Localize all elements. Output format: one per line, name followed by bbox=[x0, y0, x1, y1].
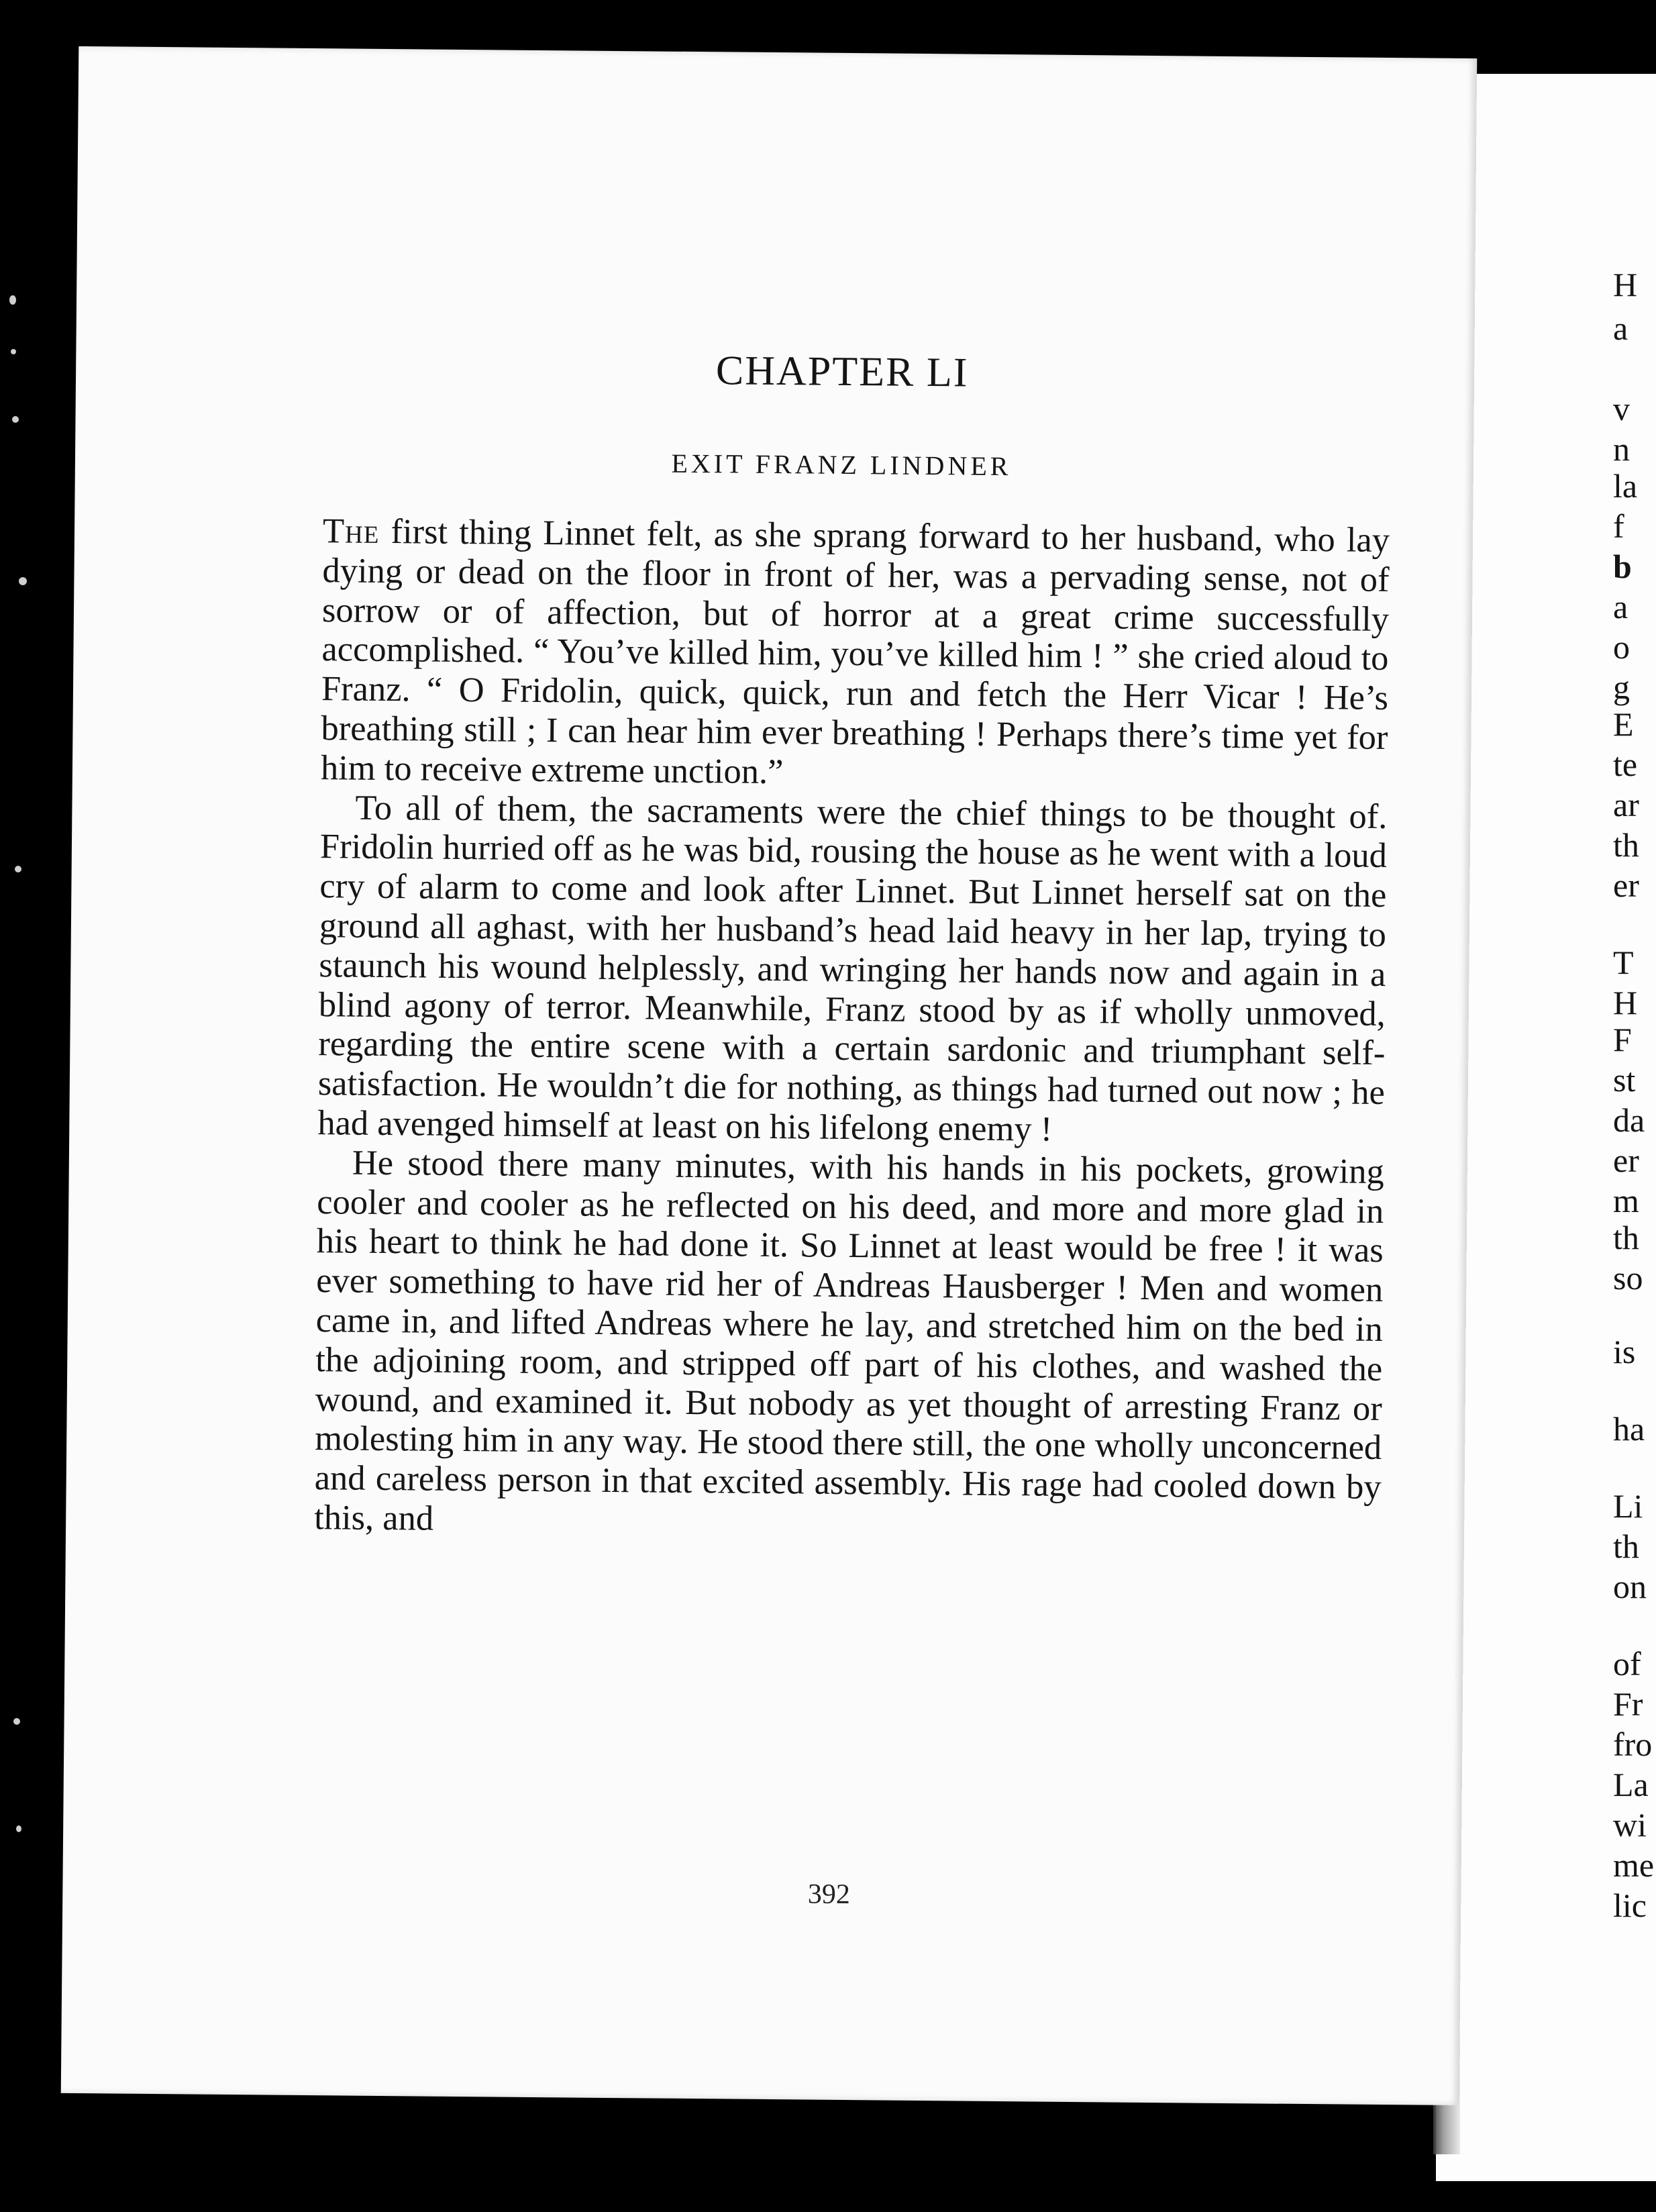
left-page bbox=[61, 46, 1478, 2105]
right-page-fragment: g bbox=[1613, 668, 1630, 706]
right-page-fragment: ar bbox=[1613, 786, 1639, 823]
right-page-fragment: f bbox=[1613, 507, 1624, 545]
scan-speck bbox=[19, 577, 27, 585]
chapter-body bbox=[314, 511, 1390, 1547]
right-page-fragment: n bbox=[1613, 430, 1630, 468]
paragraph bbox=[317, 788, 1388, 1152]
right-page-fragment: b bbox=[1613, 548, 1632, 585]
right-page-fragment: H bbox=[1613, 984, 1638, 1021]
right-page-fragment: a bbox=[1613, 309, 1628, 347]
right-page-fragment: so bbox=[1613, 1259, 1643, 1297]
scan-speck bbox=[15, 866, 21, 872]
right-page-fragment: th bbox=[1613, 1219, 1639, 1256]
right-page-fragment: th bbox=[1613, 1527, 1639, 1565]
page-number: 392 bbox=[807, 1878, 851, 1911]
scan-speck bbox=[13, 1718, 20, 1725]
chapter-subtitle: EXIT FRANZ LINDNER bbox=[671, 448, 1012, 482]
right-page-fragment: st bbox=[1613, 1061, 1636, 1099]
right-page-fragment: E bbox=[1613, 705, 1634, 743]
paragraph bbox=[314, 1143, 1384, 1547]
scan-speck bbox=[11, 349, 16, 354]
paragraph bbox=[321, 511, 1390, 797]
right-page-fragment: er bbox=[1613, 866, 1639, 904]
right-page-fragment: er bbox=[1613, 1142, 1639, 1179]
right-page-fragment: H bbox=[1613, 266, 1638, 303]
right-page-fragment: La bbox=[1613, 1766, 1649, 1803]
right-page-fragment: on bbox=[1613, 1568, 1647, 1605]
chapter-title: CHAPTER LI bbox=[715, 348, 969, 396]
paragraph-text: To all of them, the sacraments were the chief things to be thought of. Fridolin hurried off as he was bid, rousing the house as he went with a loud cry of alarm to come and look after Linnet. But Linnet herself sat on the ground all aghast, with her husband’s head laid heavy in her lap, trying to staunch his wound helplessly, and wringing her hands now and again in a blind agony of terror. Meanwhile, Franz stood by as if wholly unmoved, regarding the entire scene with a certain sardonic and triumphant self-satisfaction. He wouldn’t die for nothing, as things had turned out now ; he had avenged himself at least on his lifelong enemy ! bbox=[317, 788, 1388, 1149]
scan-speck bbox=[12, 416, 19, 423]
right-page-fragment: me bbox=[1613, 1846, 1655, 1884]
right-page-fragment: m bbox=[1613, 1182, 1639, 1219]
right-page-fragment: T bbox=[1613, 944, 1634, 981]
scan-speck bbox=[9, 295, 16, 305]
drop-lead-word: The bbox=[322, 511, 380, 551]
right-page-fragment: fro bbox=[1613, 1725, 1653, 1763]
right-page-fragment: wi bbox=[1613, 1806, 1647, 1844]
right-page-fragment: v bbox=[1613, 390, 1630, 428]
right-page-fragment: ha bbox=[1613, 1410, 1645, 1448]
right-page-fragment: o bbox=[1613, 628, 1630, 666]
right-page-fragment: a bbox=[1613, 588, 1628, 625]
paragraph-text: first thing Linnet felt, as she sprang forward to her husband, who lay dying or dead on the floor in front of her, was a pervading sense, not of sorrow or of affection, but of horror at a great crime successfully accomplished. “ You’ve killed him, you’ve killed him ! ” she cried aloud to Franz. “ O Fridolin, quick, quick, run and fetch the Herr Vicar ! He’s breathing still ; I can hear him ever breathing ! Perhaps there’s time yet for him to receive extreme unction.” bbox=[320, 511, 1390, 791]
right-page-fragment: of bbox=[1613, 1645, 1641, 1682]
right-page-fragment: th bbox=[1613, 826, 1639, 864]
scan-speck bbox=[16, 1825, 21, 1832]
right-page-fragment: is bbox=[1613, 1333, 1636, 1370]
right-page-fragment: Li bbox=[1613, 1487, 1643, 1525]
right-page-fragment: da bbox=[1613, 1101, 1645, 1139]
paragraph-text: He stood there many minutes, with his hands in his pockets, growing cooler and cooler as he reflected on his deed, and more and more glad in his heart to think he had done it. So Linnet at least would be free ! it was ever something to have rid her of Andreas Hausberger ! Men and women came in, and lifted Andreas where he lay, and stretched him on the bed in the adjoining room, and stripped off part of his clothes, and washed the wound, and examined it. But nobody as yet thought of arresting Franz or molesting him in any way. He stood there still, the one wholly unconcerned and careless person in that excited assembly. His rage had cooled down by this, and bbox=[313, 1143, 1385, 1538]
right-page-fragment: lic bbox=[1613, 1887, 1647, 1924]
right-page-fragment: te bbox=[1613, 746, 1638, 783]
right-page-fragment: Fr bbox=[1613, 1685, 1643, 1723]
right-page-fragment: la bbox=[1613, 467, 1638, 505]
right-page-fragment: F bbox=[1613, 1021, 1632, 1058]
